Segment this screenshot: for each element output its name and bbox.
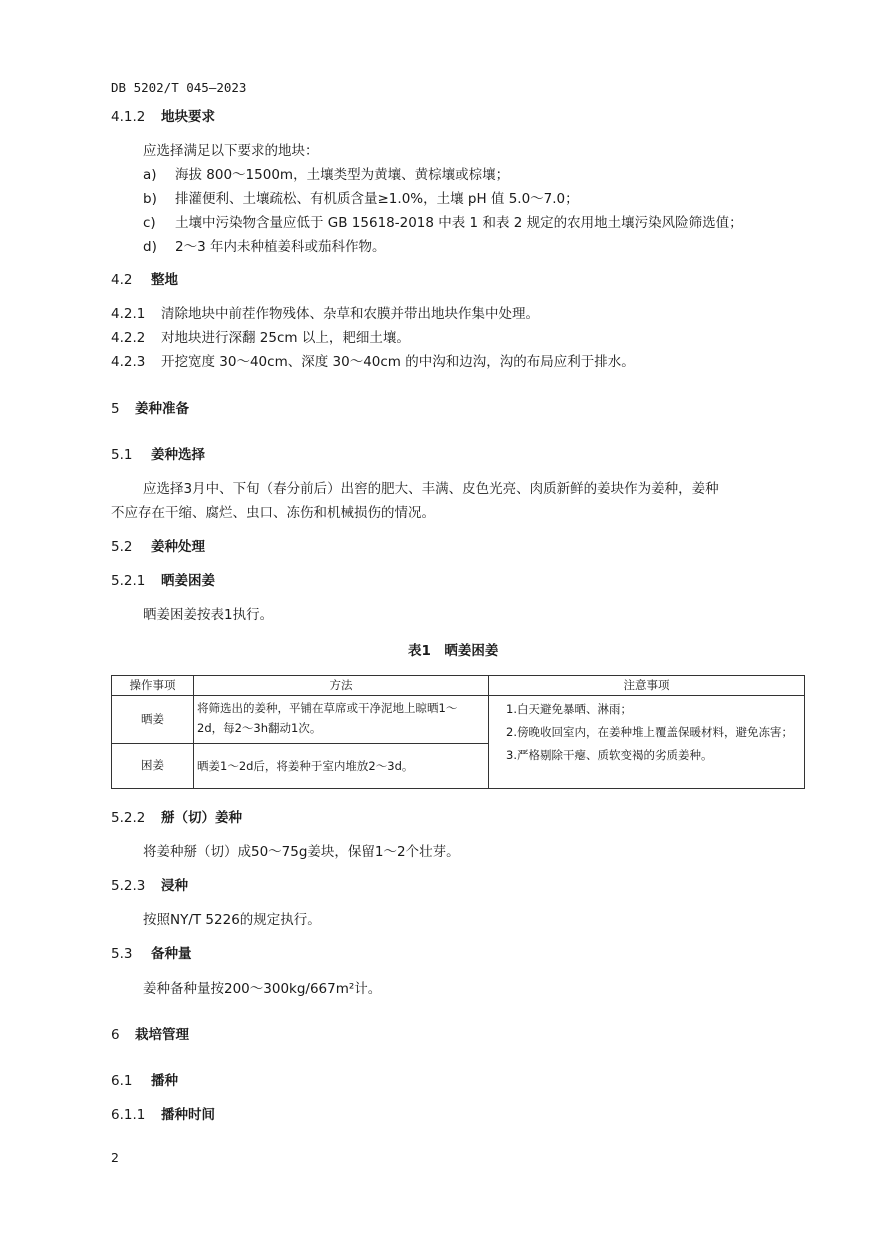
list-text: 2～3 年内未种植姜科或茄科作物。 — [175, 239, 386, 255]
clause-number: 4.2.1 — [111, 306, 146, 322]
table-header-cell: 注意事项 — [489, 676, 805, 696]
heading-number: 5 — [111, 401, 120, 417]
heading-6 — [111, 1027, 189, 1043]
table-cell: 晒姜 — [112, 696, 194, 744]
heading-5-3 — [111, 946, 192, 962]
table-cell — [194, 696, 489, 744]
clause-4-2-3 — [111, 354, 635, 370]
document-id-header: DB 5202/T 045—2023 — [111, 80, 247, 95]
paragraph: 将姜种掰（切）成50～75g姜块，保留1～2个壮芽。 — [143, 844, 460, 860]
clause-4-2-1 — [111, 306, 539, 322]
heading-title: 浸种 — [161, 878, 188, 894]
list-item — [143, 191, 579, 207]
heading-title: 播种时间 — [161, 1107, 215, 1123]
heading-title: 整地 — [151, 272, 178, 288]
heading-5-2-1 — [111, 573, 215, 589]
list-item — [143, 239, 385, 255]
cell-line: 晒姜1～2d后，将姜种于室内堆放2～3d。 — [197, 758, 414, 773]
paragraph-line: 不应存在干缩、腐烂、虫口、冻伤和机械损伤的情况。 — [111, 505, 435, 521]
heading-number: 5.3 — [111, 946, 133, 962]
heading-number: 5.2 — [111, 539, 133, 555]
list-marker: a) — [143, 167, 157, 183]
heading-title: 姜种准备 — [135, 401, 189, 417]
heading-6-1 — [111, 1073, 178, 1089]
heading-5-2 — [111, 539, 205, 555]
list-marker: d) — [143, 239, 157, 255]
heading-number: 5.2.3 — [111, 878, 146, 894]
list-item — [143, 215, 743, 231]
heading-number: 6.1 — [111, 1073, 133, 1089]
clause-text: 开挖宽度 30～40cm、深度 30～40cm 的中沟和边沟，沟的布局应利于排水。 — [161, 354, 635, 370]
table-cell — [194, 744, 489, 789]
list-text: 海拔 800～1500m，土壤类型为黄壤、黄棕壤或棕壤； — [175, 167, 510, 183]
cell-line: 2d，每2～3h翻动1次。 — [197, 721, 322, 736]
heading-number: 4.2 — [111, 272, 133, 288]
heading-title: 姜种选择 — [151, 447, 205, 463]
paragraph-line: 应选择3月中、下旬（春分前后）出窖的肥大、丰满、皮色光亮、肉质新鲜的姜块作为姜种，姜种 — [143, 481, 719, 497]
paragraph: 应选择满足以下要求的地块： — [143, 143, 319, 159]
list-text: 土壤中污染物含量应低于 GB 15618-2018 中表 1 和表 2 规定的农用地土壤污染风险筛选值； — [175, 215, 743, 231]
table-1 — [111, 675, 805, 789]
note-item: 2.傍晚收回室内，在姜种堆上覆盖保暖材料，避免冻害； — [506, 725, 793, 739]
heading-number: 5.2.2 — [111, 810, 146, 826]
clause-4-2-2 — [111, 330, 410, 346]
heading-title: 晒姜困姜 — [161, 573, 215, 589]
note-item: 1.白天避免暴晒、淋雨； — [506, 702, 632, 716]
heading-title: 掰（切）姜种 — [161, 810, 242, 826]
heading-number: 6 — [111, 1027, 120, 1043]
paragraph: 姜种备种量按200～300kg/667m²计。 — [143, 981, 382, 997]
heading-number: 6.1.1 — [111, 1107, 146, 1123]
heading-title: 姜种处理 — [151, 539, 205, 555]
table-header-cell: 方法 — [194, 676, 489, 696]
page-number: 2 — [111, 1150, 119, 1165]
heading-5-1 — [111, 447, 205, 463]
table-header-row — [112, 676, 805, 696]
table-notes-cell — [489, 696, 805, 789]
cell-line: 将筛选出的姜种，平铺在草席或干净泥地上晾晒1～ — [197, 701, 458, 715]
heading-4-1-2 — [111, 109, 215, 125]
note-item: 3.严格剔除干瘪、质软变褐的劣质姜种。 — [506, 748, 713, 762]
heading-title: 栽培管理 — [135, 1027, 189, 1043]
clause-number: 4.2.2 — [111, 330, 146, 346]
list-text: 排灌便利、土壤疏松、有机质含量≥1.0%，土壤 pH 值 5.0～7.0； — [175, 191, 579, 207]
table-caption: 表1 晒姜困姜 — [408, 643, 499, 659]
heading-number: 5.1 — [111, 447, 133, 463]
table-row — [112, 696, 805, 744]
heading-title: 播种 — [151, 1073, 178, 1089]
heading-title: 地块要求 — [161, 109, 215, 125]
list-marker: b) — [143, 191, 157, 207]
clause-number: 4.2.3 — [111, 354, 146, 370]
clause-text: 清除地块中前茬作物残体、杂草和农膜并带出地块作集中处理。 — [161, 306, 539, 322]
list-item — [143, 167, 509, 183]
clause-text: 对地块进行深翻 25cm 以上，耙细土壤。 — [161, 330, 410, 346]
heading-5-2-3 — [111, 878, 188, 894]
paragraph: 晒姜困姜按表1执行。 — [143, 607, 274, 623]
table-header-cell: 操作事项 — [112, 676, 194, 696]
table-cell: 困姜 — [112, 744, 194, 789]
heading-number: 5.2.1 — [111, 573, 146, 589]
list-marker: c) — [143, 215, 156, 231]
heading-title: 备种量 — [151, 946, 192, 962]
heading-4-2 — [111, 272, 178, 288]
heading-number: 4.1.2 — [111, 109, 146, 125]
heading-6-1-1 — [111, 1107, 215, 1123]
paragraph: 按照NY/T 5226的规定执行。 — [143, 912, 321, 928]
heading-5-2-2 — [111, 810, 242, 826]
heading-5 — [111, 401, 189, 417]
